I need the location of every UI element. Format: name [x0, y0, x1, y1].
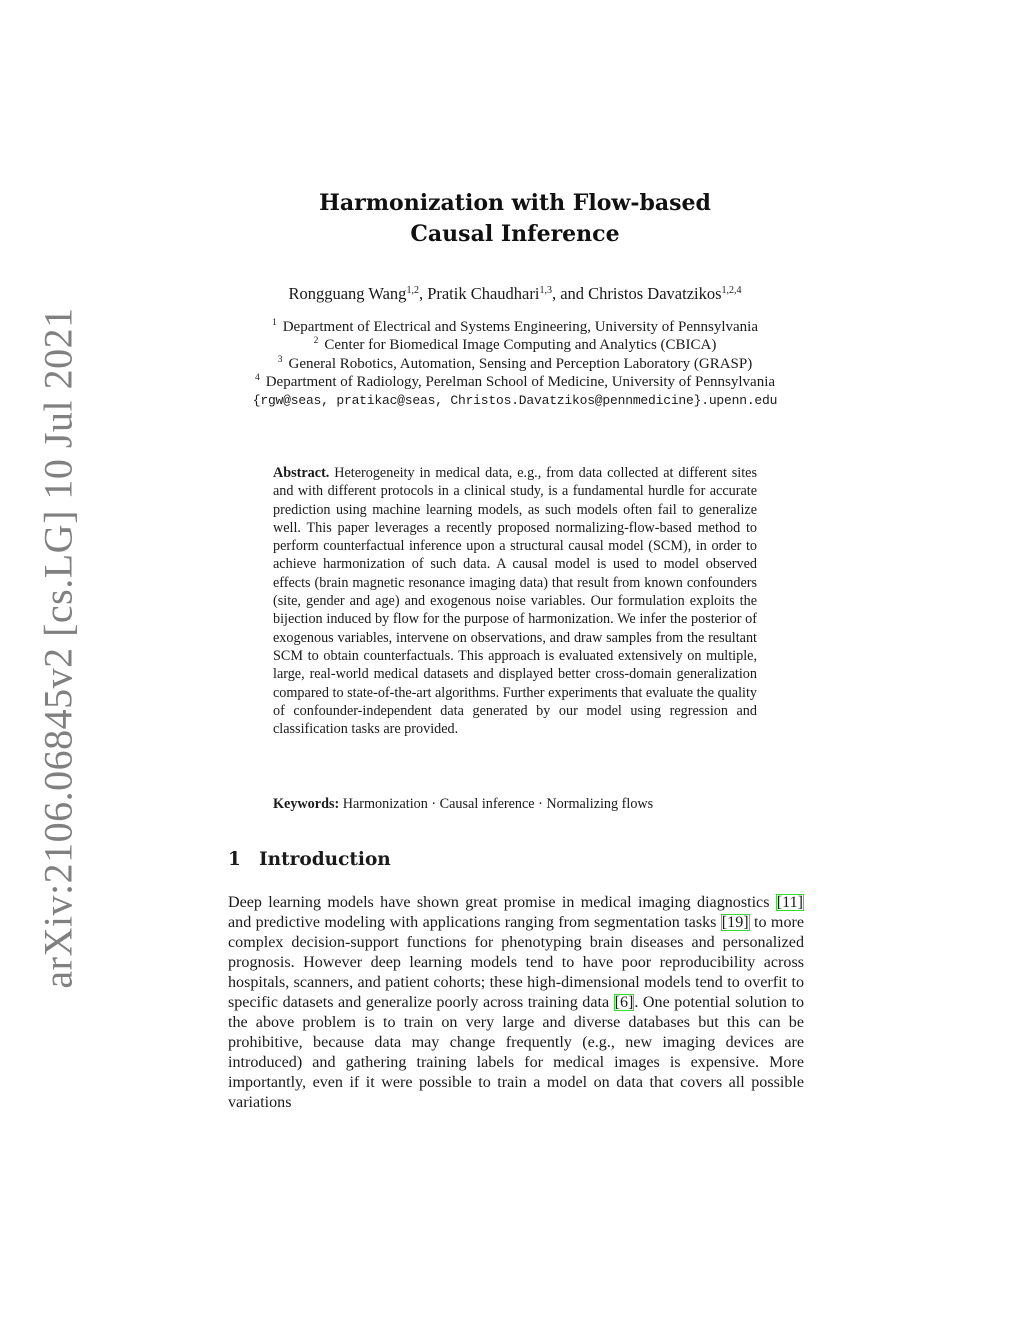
affiliation	[218, 318, 812, 336]
citation-link[interactable]: [11]	[776, 894, 803, 911]
author-separator: ,	[418, 284, 428, 303]
citation-link[interactable]: [6]	[614, 994, 634, 1011]
affiliation-marker: 1	[271, 318, 277, 328]
affiliation-marker: 4	[254, 373, 260, 384]
abstract-label: Abstract.	[273, 465, 330, 481]
affiliation-text: Department of Electrical and Systems Engineering, University of Pennsylvania	[282, 319, 759, 335]
author-affiliation-marker: 1,3	[539, 285, 552, 296]
paper-title	[228, 188, 802, 250]
affiliation-marker: 2	[313, 336, 319, 347]
author-affiliation-marker: 1,2	[406, 285, 419, 296]
citation-link[interactable]: [19]	[721, 914, 749, 931]
keywords	[273, 795, 757, 813]
affiliation-text: Center for Biomedical Image Computing and Analytics (CBICA)	[324, 337, 717, 354]
affiliation-text: General Robotics, Automation, Sensing and Perception Laboratory (GRASP)	[288, 355, 753, 372]
affiliation	[218, 355, 812, 373]
affiliation-list	[218, 318, 812, 410]
author-name: Rongguang Wang	[288, 284, 407, 303]
affiliation	[218, 373, 812, 391]
introduction-paragraph	[228, 893, 804, 1113]
abstract-text: Heterogeneity in medical data, e.g., from data collected at different sites and with different protocols in a clinical study, is a fundamental hurdle for accurate prediction using machine learning models, as such models often fail to generalize well. This paper leverages a recently proposed normalizing-flow-based method to perform counterfactual inference upon a structural causal model (SCM), in order to achieve harmonization of such data. A causal model is used to model observed effects (brain magnetic resonance imaging data) that result from known confounders (site, gender and age) and exogenous noise variables. Our formulation exploits the bijection induced by flow for the purpose of harmonization. We infer the posterior of exogenous variables, intervene on observations, and draw samples from the resultant SCM to obtain counterfactuals. This approach is evaluated extensively on multiple, large, real-world medical datasets and displayed better cross-domain generalization compared to state-of-the-art algorithms. Further experiments that evaluate the quality of confounder-independent data generated by our model using regression and classification tasks are provided.	[273, 465, 758, 738]
paper-title-line-2: Causal Inference	[410, 221, 620, 247]
author-separator: , and	[551, 284, 589, 303]
keywords-text: Harmonization · Causal inference · Normalizing flows	[342, 796, 654, 812]
intro-text: to more complex decision-support functions for phenotyping brain diseases and personalized prognosis. However deep learning models tend to have poor reproducibility across hospitals, scanners, and patient cohorts; these high-dimensional models tend to overfit to specific datasets and generalize poorly across training data	[228, 914, 804, 1011]
affiliation-text: Department of Radiology, Perelman School of Medicine, University of Pennsylvania	[265, 374, 776, 391]
intro-text: . One potential solution to the above problem is to train on very large and diverse databases but this can be prohibitive, because data may change frequently (e.g., new imaging devices are introduced) and gathering training labels for medical images is expensive. More importantly, even if it were possible to train a model on data that covers all possible variations	[228, 994, 805, 1111]
section-title: Introduction	[259, 849, 391, 870]
author-name: Christos Davatzikos	[588, 284, 722, 303]
author-list	[228, 284, 802, 304]
arxiv-identifier-stamp: arXiv:2106.06845v2 [cs.LG] 10 Jul 2021	[35, 307, 81, 989]
section-heading	[228, 848, 391, 872]
author-name: Pratik Chaudhari	[427, 284, 540, 303]
intro-text: Deep learning models have shown great promise in medical imaging diagnostics	[228, 894, 776, 911]
section-number: 1	[228, 849, 241, 870]
author-emails: {rgw@seas, pratikac@seas, Christos.Davatzikos@pennmedicine}.upenn.edu	[252, 392, 778, 408]
affiliation-marker: 3	[277, 354, 283, 365]
intro-text: and predictive modeling with applications ranging from segmentation tasks	[228, 914, 721, 931]
abstract	[273, 464, 757, 738]
affiliation	[218, 336, 812, 354]
keywords-label: Keywords:	[273, 796, 340, 812]
paper-title-line-1: Harmonization with Flow-based	[319, 190, 711, 216]
author-affiliation-marker: 1,2,4	[721, 285, 742, 296]
